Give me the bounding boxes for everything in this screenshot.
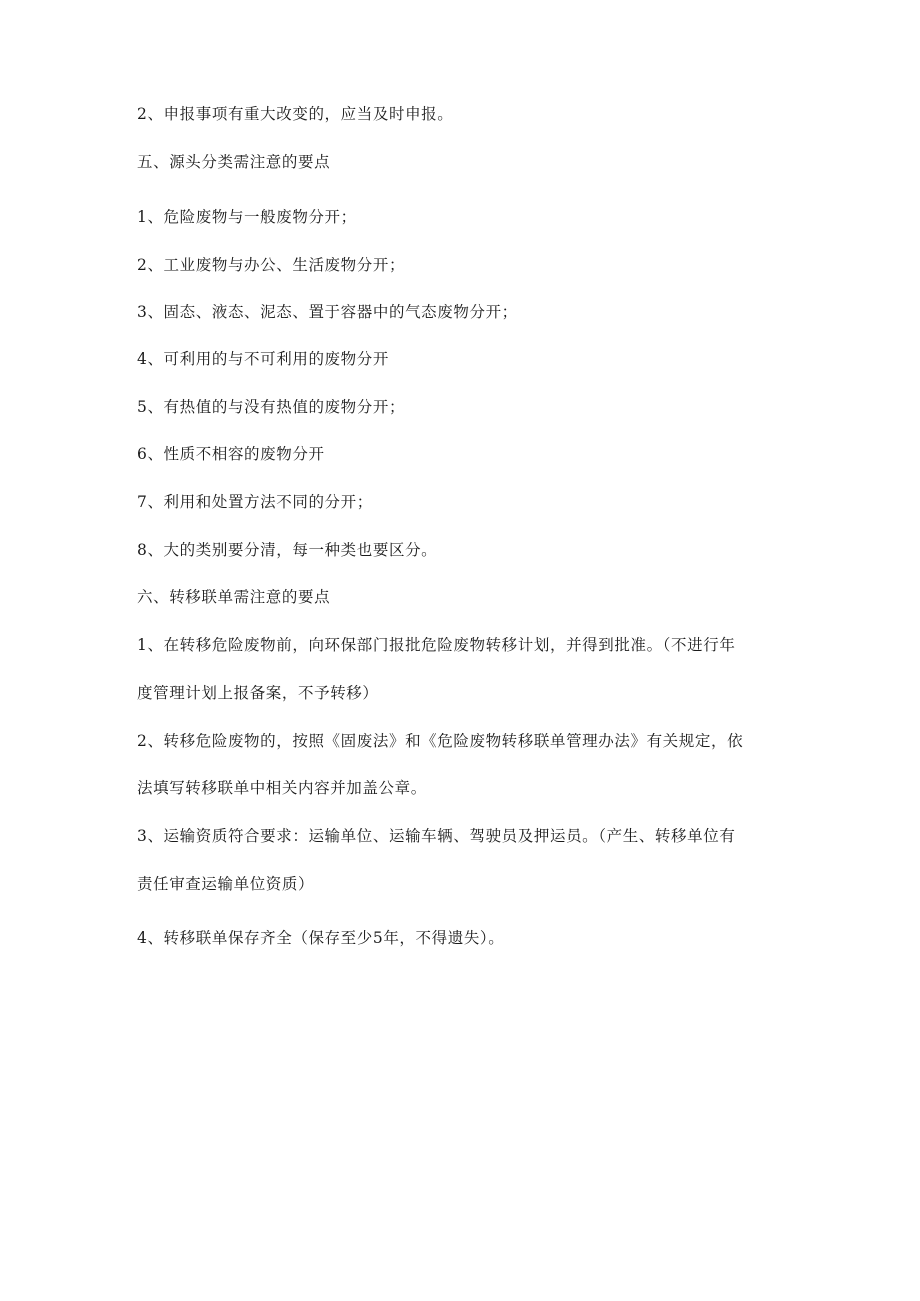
declaration-item-2: 2、申报事项有重大改变的，应当及时申报。 [137,105,454,123]
transfer-item-2-line-1: 2、转移危险废物的，按照《固废法》和《危险废物转移联单管理办法》有关规定，依 [137,732,744,750]
classification-item-5: 5、有热值的与没有热值的废物分开； [137,398,406,416]
section-heading-6: 六、转移联单需注意的要点 [137,588,331,606]
transfer-item-1-line-1: 1、在转移危险废物前，向环保部门报批危险废物转移计划，并得到批准。（不进行年 [137,636,736,654]
transfer-item-1-line-2: 度管理计划上报备案，不予转移） [137,684,379,702]
transfer-item-3-line-1: 3、运输资质符合要求：运输单位、运输车辆、驾驶员及押运员。（产生、转移单位有 [137,827,736,845]
classification-item-2: 2、工业废物与办公、生活废物分开； [137,256,406,274]
classification-item-3: 3、固态、液态、泥态、置于容器中的气态废物分开； [137,303,518,321]
section-heading-5: 五、源头分类需注意的要点 [137,153,331,171]
classification-item-7: 7、利用和处置方法不同的分开； [137,493,373,511]
classification-item-8: 8、大的类别要分清，每一种类也要区分。 [137,541,438,559]
classification-item-4: 4、可利用的与不可利用的废物分开 [137,350,389,368]
transfer-item-2-line-2: 法填写转移联单中相关内容并加盖公章。 [137,779,427,797]
classification-item-6: 6、性质不相容的废物分开 [137,445,325,463]
transfer-item-3-line-2: 责任审查运输单位资质） [137,875,315,893]
transfer-item-4: 4、转移联单保存齐全（保存至少5年，不得遗失）。 [137,929,505,947]
classification-item-1: 1、危险废物与一般废物分开； [137,208,357,226]
